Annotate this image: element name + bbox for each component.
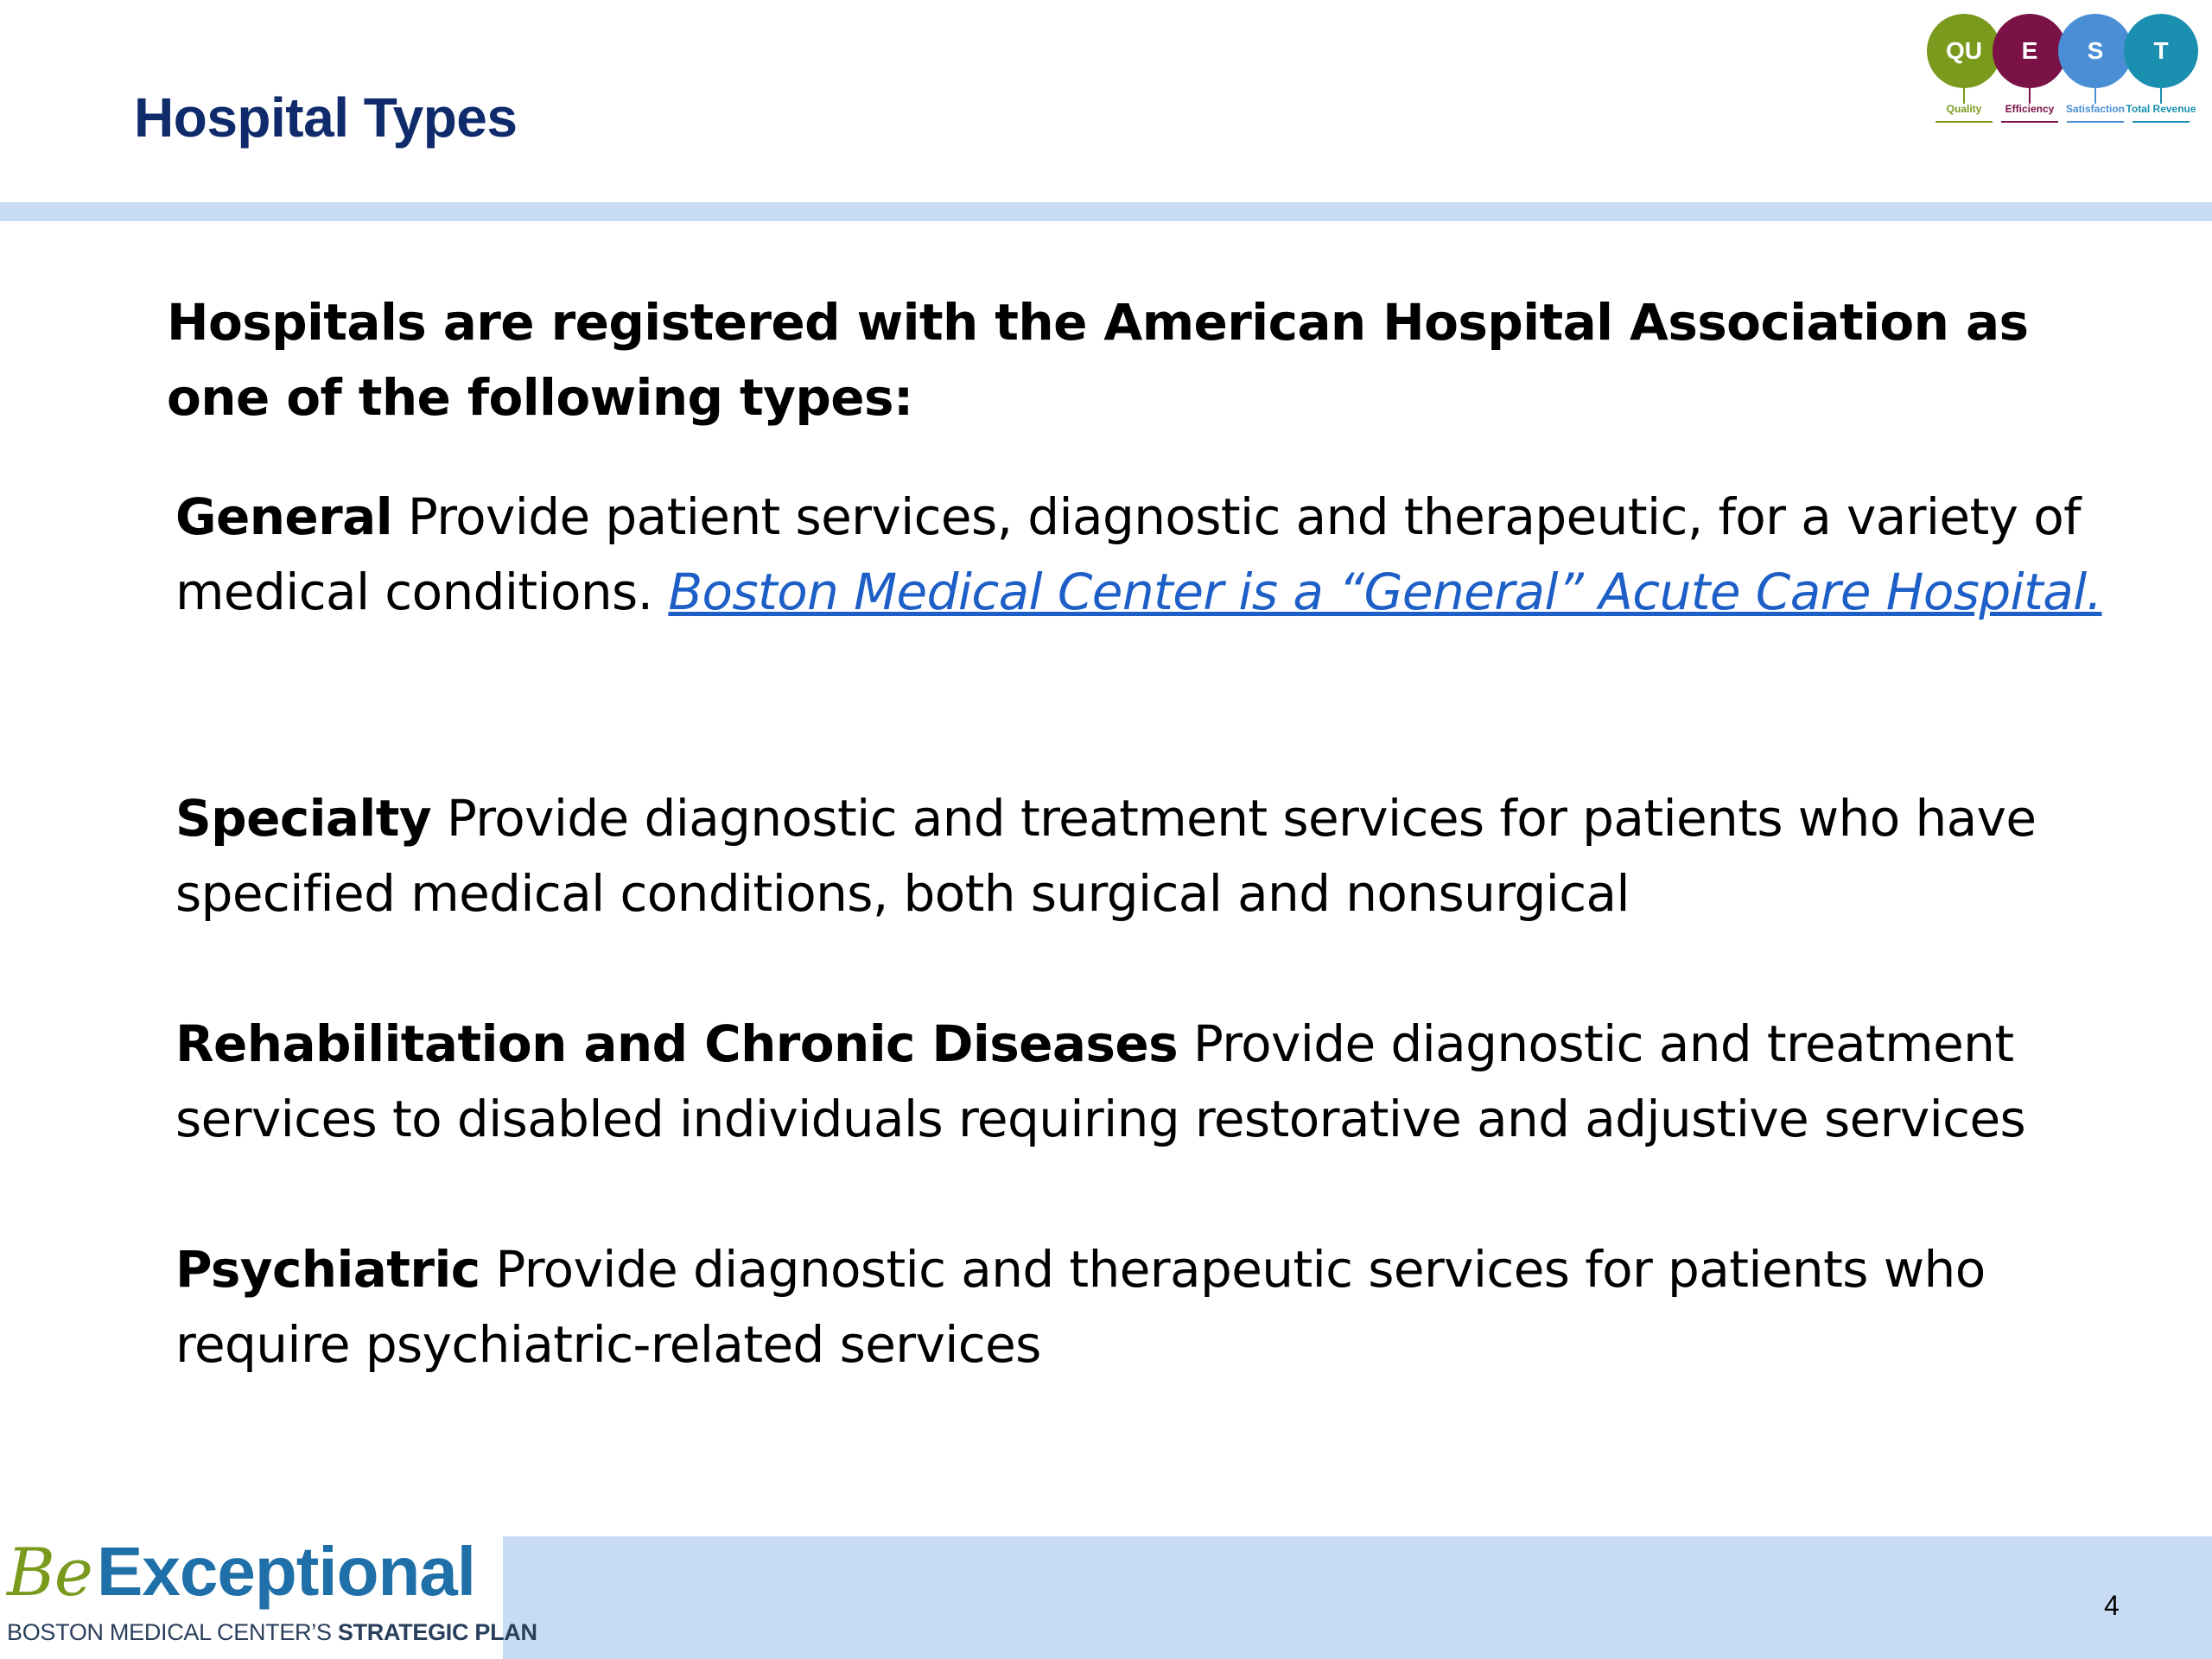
quest-circle-efficiency: E xyxy=(1993,14,2067,88)
type-description: Provide diagnostic and treatment services for patients who have specified medical conditions, both surgical and nonsurgical xyxy=(175,789,2037,923)
quest-underline-efficiency xyxy=(2001,121,2058,123)
bmc-general-note-link[interactable]: Boston Medical Center is a “General” Acute Care Hospital. xyxy=(668,563,2102,621)
type-description: Provide diagnostic and treatment services to disabled individuals requiring restorative and adjustive services xyxy=(175,1014,2026,1148)
type-description: Provide diagnostic and therapeutic services for patients who require psychiatric-related services xyxy=(175,1240,1986,1374)
quest-underline-total-revenue xyxy=(2133,121,2190,123)
quest-label-quality: Quality xyxy=(1946,103,1982,115)
quest-underline-satisfaction xyxy=(2067,121,2124,123)
type-term: Rehabilitation and Chronic Diseases xyxy=(175,1014,1178,1073)
quest-stem-total-revenue xyxy=(2160,88,2162,104)
quest-label-total-revenue: Total Revenue xyxy=(2126,103,2196,115)
footer-tagline-regular: BOSTON MEDICAL CENTER’S xyxy=(7,1619,338,1645)
footer-logo-exceptional: Exceptional xyxy=(97,1533,476,1610)
type-term: General xyxy=(175,487,392,546)
quest-stem-efficiency xyxy=(2029,88,2031,104)
quest-underline-quality xyxy=(1936,121,1993,123)
slide-title: Hospital Types xyxy=(134,86,518,149)
footer-band xyxy=(503,1536,2212,1659)
quest-label-efficiency: Efficiency xyxy=(2005,103,2055,115)
type-term: Psychiatric xyxy=(175,1240,480,1299)
footer-tagline xyxy=(7,1618,537,1646)
type-description: Provide patient services, diagnostic and therapeutic, for a variety of medical conditions. xyxy=(175,487,2081,621)
quest-circle-satisfaction: S xyxy=(2058,14,2133,88)
page-number: 4 xyxy=(2104,1590,2120,1621)
quest-logo xyxy=(1927,7,2212,137)
type-term: Specialty xyxy=(175,789,432,848)
footer-tagline-bold: STRATEGIC PLAN xyxy=(337,1619,537,1645)
type-general xyxy=(175,480,2111,630)
quest-circle-total-revenue: T xyxy=(2124,14,2198,88)
footer-logo-be: Be xyxy=(7,1534,92,1611)
quest-stem-satisfaction xyxy=(2094,88,2096,104)
type-psychiatric xyxy=(175,1232,2111,1382)
type-rehabilitation xyxy=(175,1007,2111,1157)
type-specialty xyxy=(175,781,2111,931)
quest-stem-quality xyxy=(1963,88,1965,104)
quest-label-satisfaction: Satisfaction xyxy=(2065,103,2125,115)
header-rule xyxy=(0,202,2212,221)
intro-text: Hospitals are registered with the American Hospital Association as one of the following types: xyxy=(167,293,2029,427)
quest-circle-quality: QU xyxy=(1927,14,2001,88)
